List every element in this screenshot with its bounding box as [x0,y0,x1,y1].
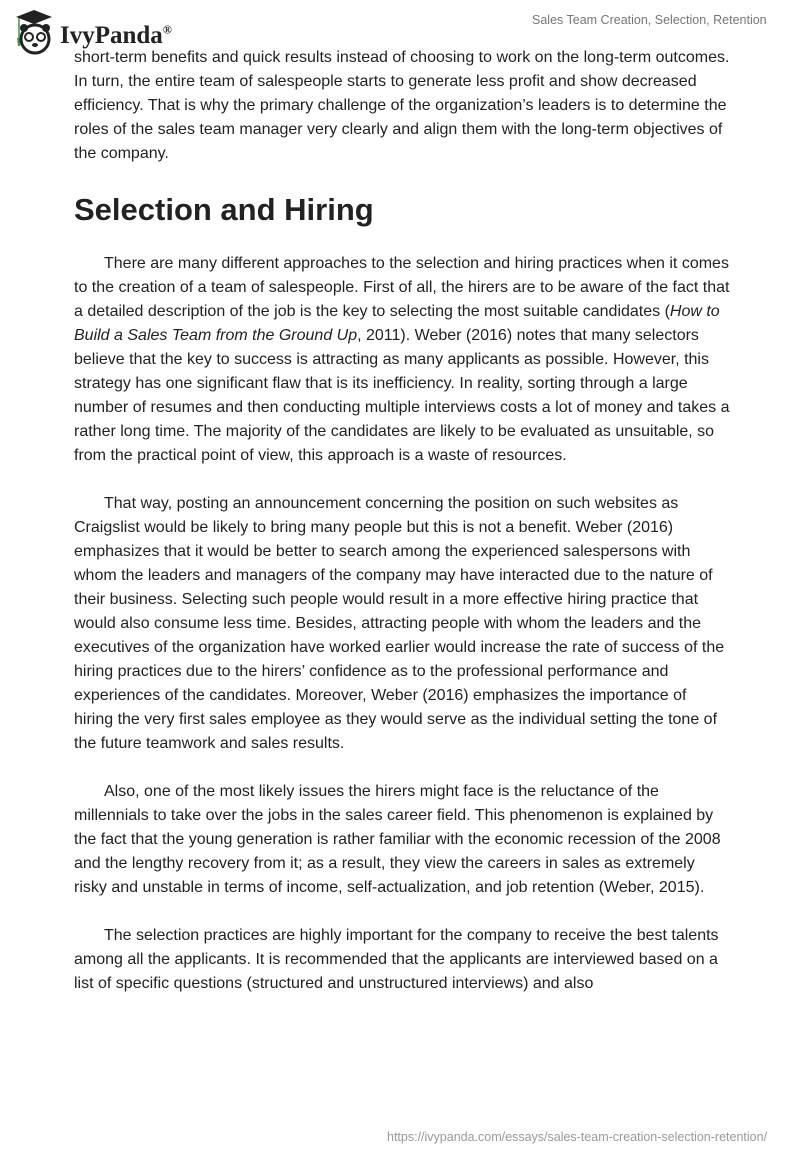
paragraph-4: The selection practices are highly important for the company to receive the best talents among all the applicants. It is recommended that the applicants are interviewed based on a list of specific questions (structured and unstructured interviews) and also [74,927,719,992]
document-title: Sales Team Creation, Selection, Retention [532,13,767,27]
cited-title: How to Build a Sales Team from the Ground Up [74,303,720,344]
intro-paragraph: short-term benefits and quick results instead of choosing to work on the long-term outcomes. In turn, the entire team of salespeople starts to generate less profit and show decreased efficiency. That is why the primary challenge of the organization’s leaders is to determine the roles of the sales team manager very clearly and align them with the long-term objectives of the company. [74,49,730,162]
paragraph-2: That way, posting an announcement concerning the position on such websites as Craigslist would be likely to bring many people but this is not a benefit. Weber (2016) emphasizes that it would be better to search among the experienced salespersons with whom the leaders and managers of the company may have interacted due to the nature of their business. Selecting such people would result in a more effective hiring practice that would also consume less time. Besides, attracting people with whom the leaders and the executives of the organization have worked earlier would increase the rate of success of the hiring practices due to the hirers’ confidence as to the professional performance and experiences of the candidates. Moreover, Weber (2016) emphasizes the importance of hiring the very first sales employee as they would serve as the individual setting the tone of the future teamwork and sales results. [74,495,725,752]
panda-graduate-icon [14,8,54,56]
logo-text: IvyPanda® [60,22,172,49]
essay-content [74,46,730,1020]
source-url[interactable]: https://ivypanda.com/essays/sales-team-creation-selection-retention/ [387,1130,768,1144]
paragraph-1: There are many different approaches to the selection and hiring practices when it comes to the creation of a team of salespeople. First of all, the hirers are to be aware of the fact that a detailed description of the job is the key to selecting the most suitable candidates (How to Build a Sales Team from the Ground Up, 2011). Weber (2016) notes that many selectors believe that the key to success is attracting as many applicants as possible. However, this strategy has one significant flaw that is its inefficiency. In reality, sorting through a large number of resumes and then conducting multiple interviews costs a lot of money and takes a rather long time. The majority of the candidates are likely to be evaluated as unsuitable, so from the practical point of view, this approach is a waste of resources. [74,255,730,464]
paragraph-3: Also, one of the most likely issues the hirers might face is the reluctance of the millennials to take over the jobs in the sales career field. This phenomenon is explained by the fact that the young generation is rather familiar with the economic recession of the 2008 and the lengthy recovery from it; as a result, they view the careers in sales as extremely risky and unstable in terms of income, self-actualization, and job retention (Weber, 2015). [74,783,721,896]
section-heading: Selection and Hiring [74,192,374,227]
